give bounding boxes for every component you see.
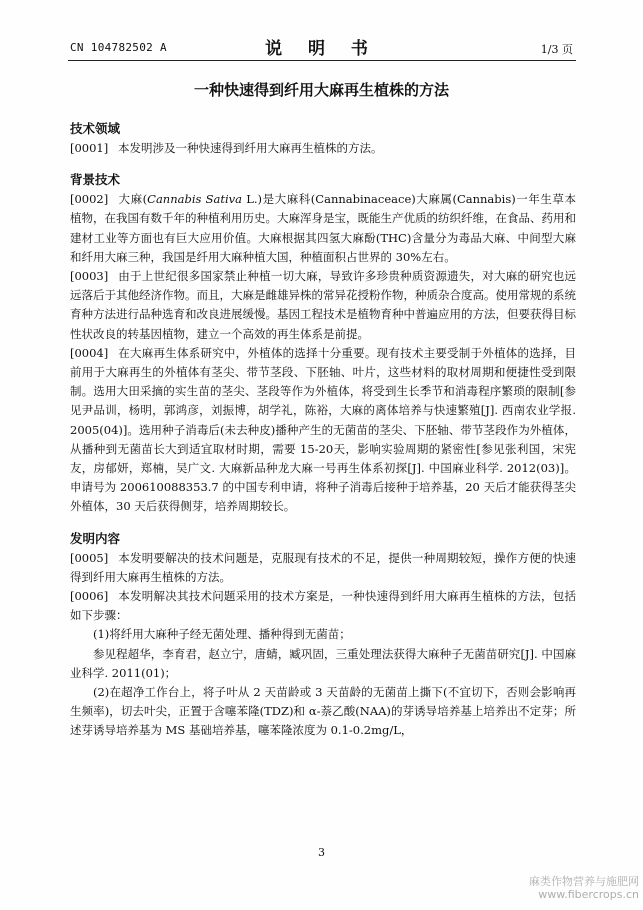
paragraph-text: 本发明解决其技术问题采用的技术方案是，一种快速得到纤用大麻再生植株的方法，包括如下步骤： <box>70 589 576 623</box>
paragraph-text: 由于上世纪很多国家禁止种植一切大麻，导致许多珍贵种质资源遗失，对大麻的研究也远远落后于其他经济作物。而且，大麻是雌雄异株的常异花授粉作物，种质杂合度高。使用常规的系统育种方法进行品种选育和改良进展缓慢。基因工程技术是植物育种中普遍应用的方法，但要获得目标性状改良的转基因植物，建立一个高效的再生体系是前提。 <box>70 269 576 341</box>
document-type-title: 说 明 书 <box>265 39 378 59</box>
paragraph-0002 <box>70 190 576 267</box>
header-divider <box>68 60 576 61</box>
patent-number: CN 104782502 A <box>70 41 167 54</box>
paragraph-0001 <box>70 139 576 158</box>
paragraph-0004 <box>70 344 576 517</box>
invention-title: 一种快速得到纤用大麻再生植株的方法 <box>193 81 449 99</box>
paragraph-number: [0003] <box>70 269 109 284</box>
latin-name: Cannabis Sativa <box>147 192 243 207</box>
paragraph-number: [0004] <box>70 345 109 360</box>
section-heading-tech-field: 技术领域 <box>70 121 121 136</box>
paragraph-text: 在大麻再生体系研究中，外植体的选择十分重要。现有技术主要受制于外植体的选择，目前用于大麻再生的外植体有茎尖、带节茎段、下胚轴、叶片，这些材料的取材周期和便捷性受到限制。选用大田采摘的实生苗的茎尖、茎段等作为外植体，将受到生长季节和消毒程序繁琐的限制[参见尹品训，杨明，郭鸿彦，刘振博，胡学礼，陈裕，大麻的离体培养与快速繁殖[J]. 西南农业学报. 2005(04)]。选用种子消毒后(未去种皮)播种产生的无菌苗的茎尖、下胚轴、带节茎段作为外植体，从播种到无菌苗长大到适宜取材时期，需要 15-20天，影响实验周期的紧密性[参见张利国，宋宪友，房郁妍，郑楠，吴广文. 大麻新品种龙大麻一号再生体系初探[J]. 中国麻业科学. 2012(03)]。申请号为 200610088353.7 的中国专利申请，将种子消毒后接种于培养基，20 天后才能获得茎尖外植体，30 天后获得侧芽，培养周期较长。 <box>70 345 576 514</box>
section-heading-background: 背景技术 <box>70 172 121 188</box>
paragraph-number: [0005] <box>70 550 109 565</box>
paragraph-0006 <box>70 587 576 625</box>
paragraph-0003 <box>70 267 576 344</box>
paragraph-text: 本发明要解决的技术问题是，克服现有技术的不足，提供一种周期较短，操作方便的快速得到纤用大麻再生植株的方法。 <box>70 550 576 584</box>
paragraph-number: [0002] <box>70 192 109 207</box>
watermark-line: 麻类作物营养与施肥网 <box>529 875 639 888</box>
paragraph-text: 本发明涉及一种快速得到纤用大麻再生植株的方法。 <box>118 141 383 155</box>
step-2: (2)在超净工作台上，将子叶从 2 天苗龄或 3 天苗龄的无菌苗上撕下(不宜切下，否则会影响再生频率)，切去叶尖，正置于含噻苯隆(TDZ)和 α-萘乙酸(NAA)的芽诱导培养基上培养出不定芽；所述芽诱导培养基为 MS 基础培养基，噻苯隆浓度为 0.1-0.2mg/L， <box>70 685 576 738</box>
step-1-reference: 参见程超华，李育君，赵立宁，唐蜻，臧巩固，三重处理法获得大麻种子无菌苗研究[J]. 中国麻业科学. 2011(01)； <box>70 646 576 680</box>
paragraph-text-post: L.)是大麻科(Cannabinaceace)大麻属(Cannabis)一年生草本植物，在我国有数千年的种植利用历史。大麻浑身是宝，既能生产优质的纺织纤维，在食品、药用和建材工业等方面也有巨大应用价值。大麻根据其四氢大麻酚(THC)含量分为毒品大麻、中间型大麻和纤用大麻三种，我国是纤用大麻种植大国，种植面积占世界的 30%左右。 <box>70 192 576 264</box>
page-indicator: 1/3 页 <box>540 43 573 56</box>
page-number: 3 <box>318 846 325 859</box>
site-watermark <box>507 875 639 901</box>
watermark-url: www.fibercrops.cn <box>538 888 639 901</box>
step-1: (1)将纤用大麻种子经无菌处理、播种得到无菌苗； <box>93 627 351 642</box>
paragraph-number: [0006] <box>70 589 109 604</box>
paragraph-0005 <box>70 549 576 587</box>
paragraph-number: [0001] <box>70 141 109 155</box>
paragraph-text-pre: 大麻( <box>118 192 148 207</box>
section-heading-invention: 发明内容 <box>70 530 121 546</box>
document-body <box>70 118 576 741</box>
